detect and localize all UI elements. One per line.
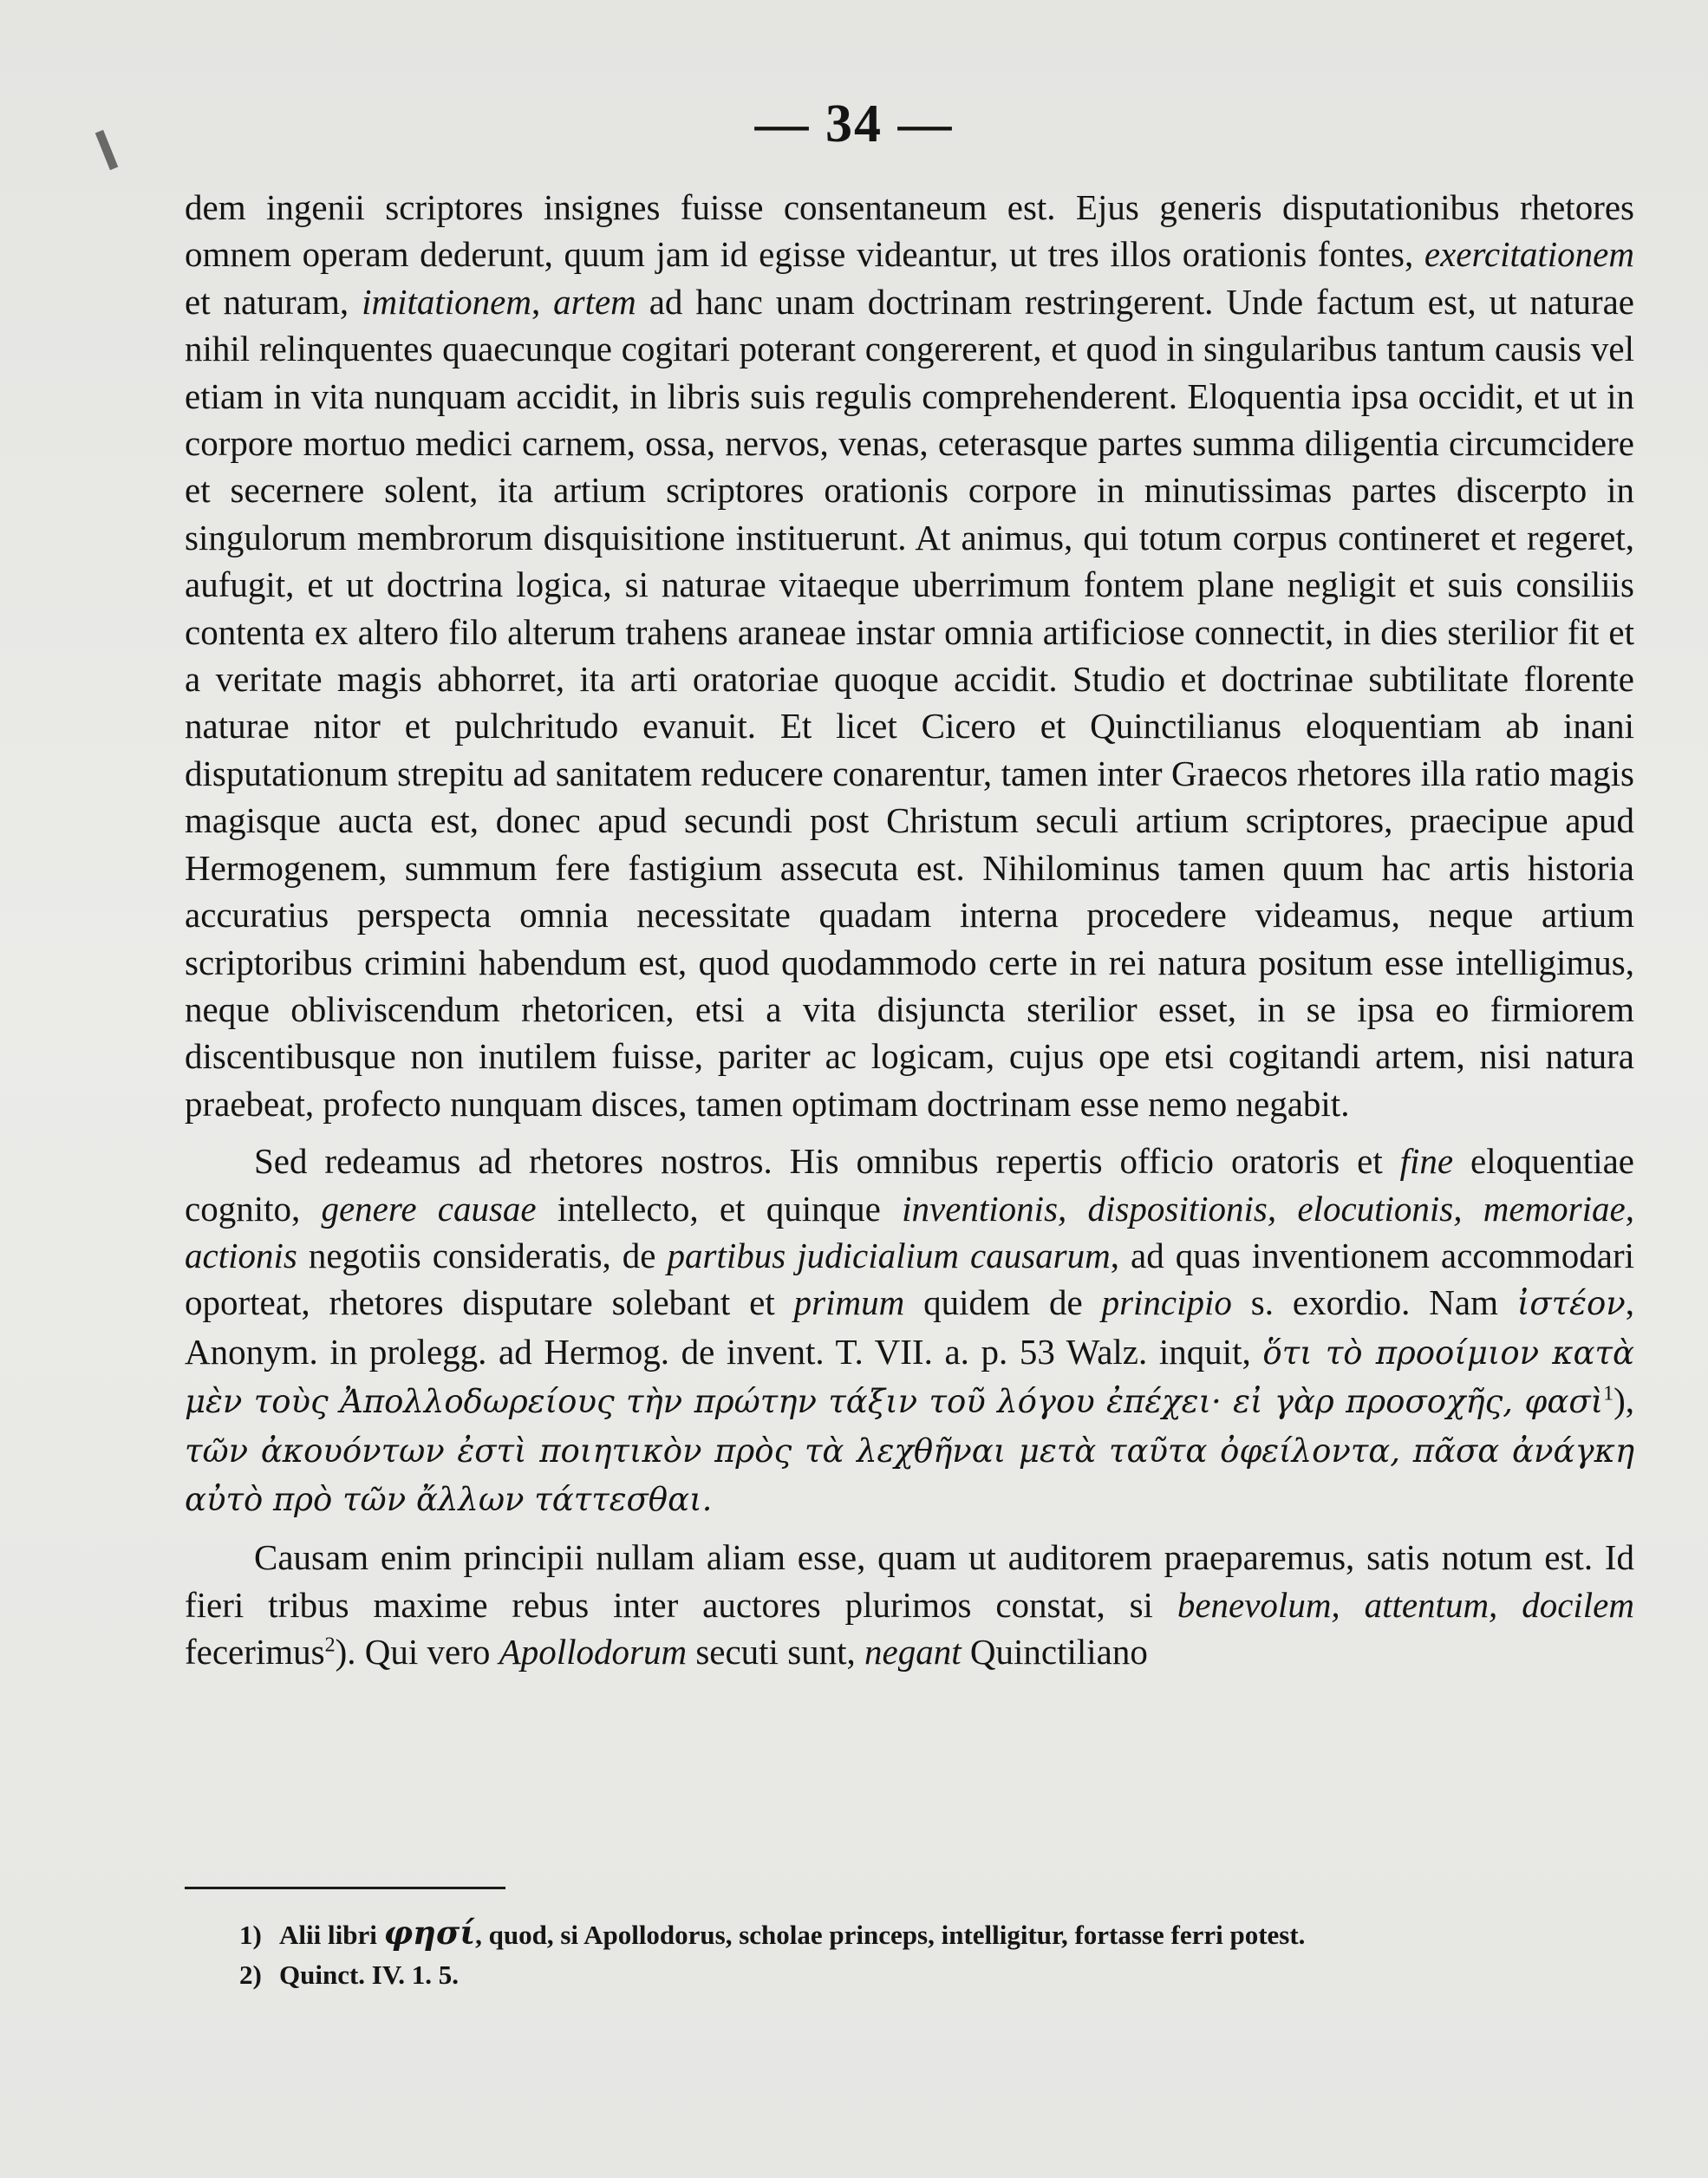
text-run: negotiis consideratis, de <box>297 1235 668 1275</box>
text-run: , <box>531 281 554 322</box>
italic-text: primum <box>793 1282 905 1323</box>
text-run: et naturam, <box>185 281 362 322</box>
main-text <box>185 184 1634 1676</box>
footnote-mark: 1) <box>239 1920 262 1950</box>
text-run: dem ingenii scriptores insignes fuisse consentaneum est. Ejus generis disputationibus rhetores omnem operam dederunt, quum jam id egisse videantur, ut tres illos orationis fontes, <box>185 187 1634 275</box>
text-run: secuti sunt, <box>687 1632 865 1673</box>
footnote-1 <box>239 1913 1627 1955</box>
page-number: — 34 — <box>754 95 954 153</box>
text-run: quidem de <box>904 1282 1102 1323</box>
text-run: ad hanc unam doctrinam restringerent. Unde factum est, ut naturae nihil relinquentes quaecunque cogitari poterant congererent, et quod in singularibus tantum causis vel etiam in vita nunquam accidit, in libris suis regulis comprehenderent. Eloquentia ipsa occidit, et ut in corpore mortuo medici carnem, ossa, nervos, venas, ceterasque partes summa diligentia circumcidere et secernere solent, ita artium scriptores orationis corpore in minutissimas partes discerpto in singulorum membrorum disquisitione instituerunt. At animus, qui totum corpus contineret et regeret, aufugit, et ut doctrina logica, si naturae vitaeque uberrimum fontem plane negligit et suis consiliis contenta ex altero filo alterum trahens araneae instar omnia artificiose connectit, in dies sterilior fit et a veritate magis abhorret, ita arti oratoriae quoque accidit. Studio et doctrinae subtilitate florente naturae nitor et pulchritudo evanuit. Et licet Cicero et Quinctilianus eloquentiam ab inani disputationum strepitu ad sanitatem reducere conarentur, tamen inter Graecos rhetores illa ratio magis magisque aucta est, donec apud secundi post Christum seculi artium scriptores, praecipue apud Hermogenem, summum fere fastigium assecuta est. Nihilominus tamen quum hac artis historia accuratius perspecta omnia necessitate quadam interna procedere videamus, neque artium scriptoribus crimini habendum est, quod quodammodo certe in rei natura positum esse intelligimus, neque obliviscendum rhetoricen, etsi a vita disjuncta sterilior esset, in se ipsa eo firmiorem discentibusque non inutilem fuisse, pariter ac logicam, cujus ope etsi cogitandi artem, nisi natura praebeat, profecto nunquam disces, tamen optimam doctrinam esse nemo negabit. <box>185 281 1635 1124</box>
text-run: Sed redeamus ad rhetores nostros. His omnibus repertis officio oratoris et <box>254 1141 1400 1182</box>
text-run: Alii libri <box>279 1920 384 1950</box>
italic-text: exercitationem <box>1424 234 1634 275</box>
text-run: ), <box>1613 1380 1634 1421</box>
text-run: Quinctiliano <box>961 1632 1148 1673</box>
paragraph-2 <box>185 1138 1634 1523</box>
paragraph-3 <box>185 1534 1634 1675</box>
italic-text: inventionis, dispositionis, elocutionis, memoriae, actionis <box>185 1188 1634 1275</box>
footnote-separator <box>185 1887 505 1889</box>
greek-text: φησί <box>383 1914 476 1952</box>
paragraph-1 <box>185 184 1634 1127</box>
italic-text: genere causae <box>321 1188 537 1229</box>
text-run: s. exordio. Nam <box>1231 1282 1517 1323</box>
text-run: eloquentiae cognito, <box>185 1141 1634 1229</box>
text-run: , quod, si Apollodorus, scholae princeps, intelligitur, fortasse ferri potest. <box>475 1920 1306 1950</box>
footnotes <box>239 1913 1627 1995</box>
text-run: intellecto, et quinque <box>536 1188 903 1229</box>
footnote-ref: 2 <box>324 1634 336 1657</box>
greek-text: ἰστέον <box>1516 1285 1626 1323</box>
text-run: , Anonym. in prolegg. ad Hermog. de invent. T. VII. a. p. 53 Walz. inquit, <box>185 1282 1634 1372</box>
text-run: , ad quas inventionem accommodari oporteat, rhetores disputare solebant et <box>185 1235 1634 1323</box>
italic-text: benevolum, attentum, docilem <box>1177 1584 1634 1625</box>
footnote-mark: 2) <box>239 1960 262 1990</box>
italic-text: partibus judicialium causarum <box>667 1235 1111 1275</box>
footnote-2 <box>239 1955 1627 1995</box>
italic-text: fine <box>1399 1141 1454 1182</box>
italic-text: negant <box>864 1632 962 1673</box>
text-run: Causam enim principii nullam aliam esse, quam ut auditorem praeparemus, satis notum est. Id fieri tribus maxime rebus inter auctores plurimos constat, si <box>185 1537 1634 1625</box>
footnote-ref: 1 <box>1603 1382 1614 1405</box>
greek-text: ὅτι τὸ προοίμιον κατὰ μὲν τοὺς Ἀπολλοδωρείους τὴν πρώτην τάξιν τοῦ λόγου ἐπέχει· εἰ γὰρ προσοχῆς, φασὶ <box>185 1334 1634 1421</box>
italic-text: imitationem <box>362 281 531 322</box>
italic-text: principio <box>1101 1282 1232 1323</box>
italic-text: artem <box>553 281 636 322</box>
text-run: ). Qui vero <box>335 1632 499 1673</box>
italic-text: Apollodorum <box>499 1632 688 1673</box>
text-run: fecerimus <box>185 1632 325 1673</box>
greek-text: τῶν ἀκουόντων ἐστὶ ποιητικὸν πρὸς τὰ λεχθῆναι μετὰ ταῦτα ὀφείλοντα, πᾶσα ἀνάγκη αὐτὸ πρὸ τῶν ἄλλων τάττεσθαι. <box>185 1431 1634 1518</box>
text-run: Quinct. IV. 1. 5. <box>279 1960 459 1990</box>
